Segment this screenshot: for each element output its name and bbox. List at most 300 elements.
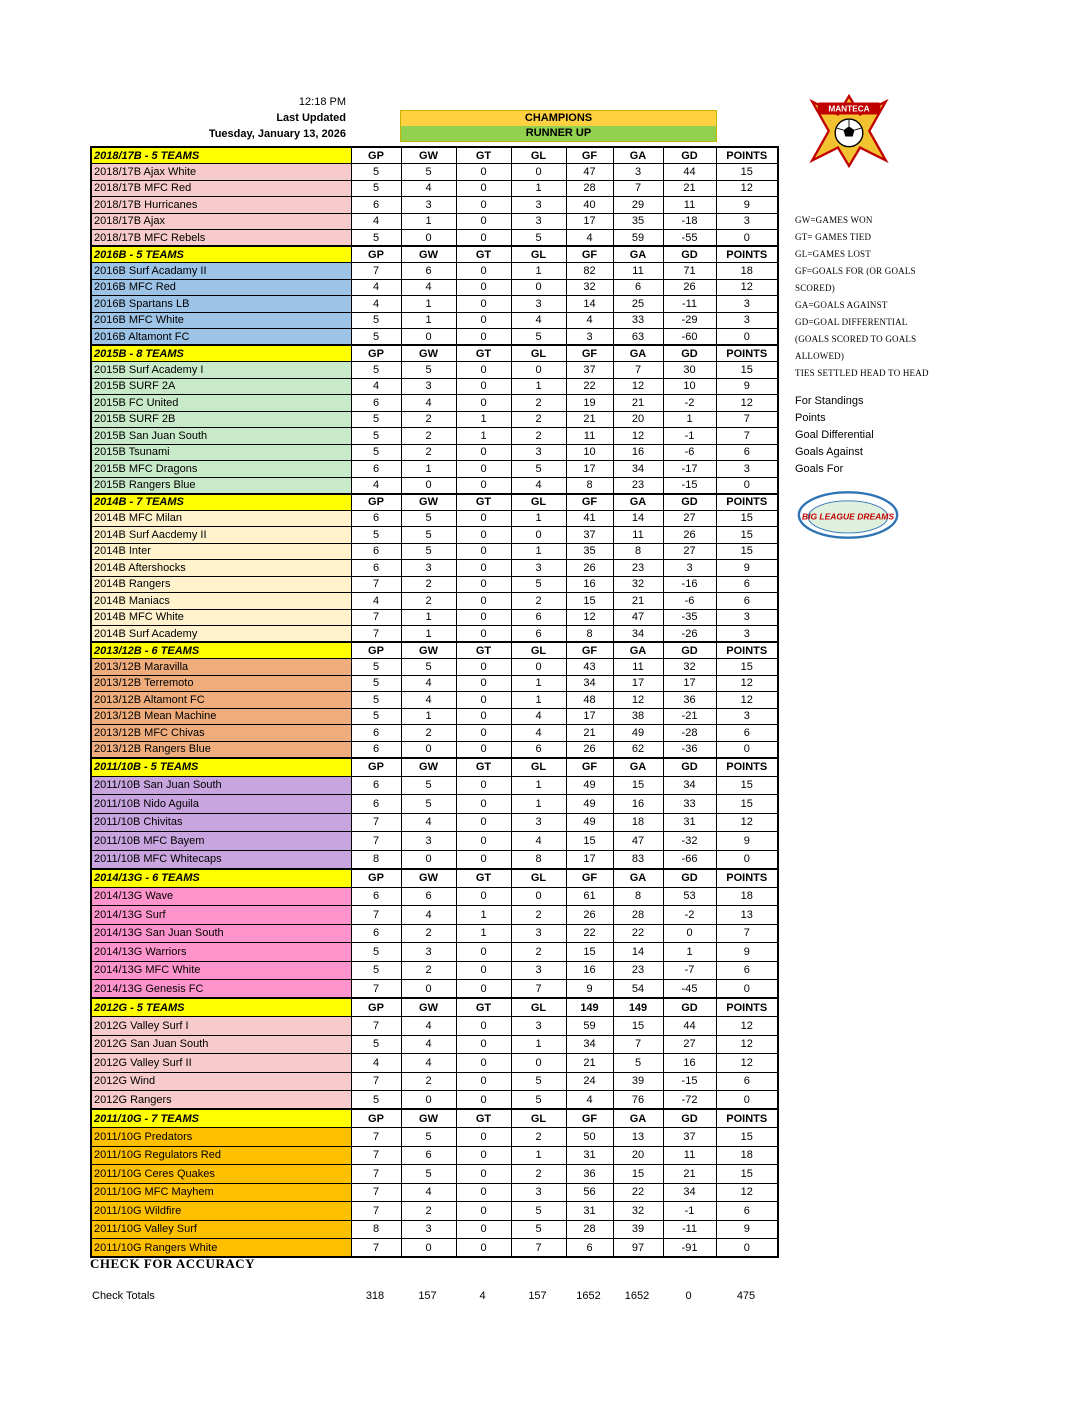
- section-header-row: [91, 1109, 778, 1128]
- stat-value: 2: [511, 943, 566, 962]
- stat-value: 5: [511, 329, 566, 346]
- team-row: [91, 906, 778, 925]
- stat-value: 2: [511, 1128, 566, 1147]
- stat-value: -72: [663, 1091, 716, 1110]
- stat-value: 1: [511, 692, 566, 709]
- section-title: 2015B - 8 TEAMS: [91, 345, 351, 362]
- stat-value: 16: [566, 961, 613, 980]
- stat-value: 8: [351, 850, 401, 869]
- team-name: 2015B MFC Dragons: [91, 461, 351, 478]
- stat-value: 1: [401, 626, 456, 643]
- team-name: 2018/17B Hurricanes: [91, 197, 351, 214]
- stat-value: 4: [401, 279, 456, 296]
- criteria-item: Points: [795, 412, 826, 424]
- stat-value: 6: [716, 725, 778, 742]
- stat-value: 5: [351, 428, 401, 445]
- team-name: 2011/10G Regulators Red: [91, 1146, 351, 1165]
- stat-value: 28: [566, 1220, 613, 1239]
- team-row: [91, 510, 778, 527]
- stat-value: 0: [456, 1091, 511, 1110]
- team-name: 2014/13G Warriors: [91, 943, 351, 962]
- team-name: 2011/10G MFC Mayhem: [91, 1183, 351, 1202]
- stat-value: 0: [456, 527, 511, 544]
- stat-value: 39: [613, 1072, 663, 1091]
- column-header: GT: [456, 345, 511, 362]
- criteria-item: Goals For: [795, 463, 844, 475]
- stat-value: 8: [511, 850, 566, 869]
- stat-value: -66: [663, 850, 716, 869]
- last-updated-time: 12:18 PM: [298, 96, 346, 108]
- stat-value: 5: [351, 659, 401, 676]
- stat-value: 4: [401, 906, 456, 925]
- stat-value: 5: [613, 1054, 663, 1073]
- stat-value: 6: [351, 461, 401, 478]
- criteria-item: Goal Differential: [795, 429, 874, 441]
- stat-value: 0: [456, 477, 511, 494]
- stat-value: 5: [401, 795, 456, 814]
- column-header: GT: [456, 758, 511, 777]
- stat-value: 6: [716, 961, 778, 980]
- team-row: [91, 1146, 778, 1165]
- team-row: [91, 659, 778, 676]
- last-updated-date: Tuesday, January 13, 2026: [208, 128, 346, 140]
- stat-value: 0: [456, 213, 511, 230]
- team-name: 2016B Surf Acadamy II: [91, 263, 351, 280]
- color-key-banner: [400, 110, 717, 142]
- stat-value: 4: [511, 477, 566, 494]
- team-name: 2011/10G Wildfire: [91, 1202, 351, 1221]
- stat-value: 5: [511, 461, 566, 478]
- stat-value: 6: [716, 1202, 778, 1221]
- stat-value: 5: [511, 1220, 566, 1239]
- stat-value: 3: [401, 560, 456, 577]
- stat-value: 5: [351, 312, 401, 329]
- stat-value: 12: [716, 1035, 778, 1054]
- section-header-row: [91, 345, 778, 362]
- stat-value: 15: [716, 795, 778, 814]
- column-header: GL: [511, 147, 566, 164]
- stat-value: 1: [511, 180, 566, 197]
- stat-value: 0: [456, 461, 511, 478]
- section-title: 2012G - 5 TEAMS: [91, 998, 351, 1017]
- stat-value: 0: [456, 395, 511, 412]
- stat-value: 48: [566, 692, 613, 709]
- team-name: 2014B Surf Academy: [91, 626, 351, 643]
- stat-value: 15: [566, 593, 613, 610]
- stat-value: 1: [456, 906, 511, 925]
- last-updated-label: Last Updated: [276, 112, 346, 124]
- stat-value: 7: [351, 906, 401, 925]
- stat-value: 0: [456, 659, 511, 676]
- stat-value: 8: [613, 543, 663, 560]
- stat-value: 7: [613, 362, 663, 379]
- team-name: 2011/10G Ceres Quakes: [91, 1165, 351, 1184]
- stat-value: 41: [566, 510, 613, 527]
- team-name: 2015B SURF 2B: [91, 411, 351, 428]
- legend-line: SCORED): [795, 283, 835, 293]
- team-row: [91, 1072, 778, 1091]
- stat-value: -28: [663, 725, 716, 742]
- column-header: 149: [566, 998, 613, 1017]
- stat-value: 5: [511, 1072, 566, 1091]
- stat-value: -15: [663, 1072, 716, 1091]
- stat-value: 31: [566, 1146, 613, 1165]
- column-header: GA: [613, 869, 663, 888]
- stat-value: 5: [401, 776, 456, 795]
- stat-value: 16: [663, 1054, 716, 1073]
- stat-value: 0: [456, 795, 511, 814]
- stat-value: 28: [566, 180, 613, 197]
- total-gt: 4: [479, 1290, 486, 1302]
- standings-table: [90, 146, 779, 1258]
- column-header: POINTS: [716, 246, 778, 263]
- runner-up-band: RUNNER UP: [401, 126, 716, 141]
- stat-value: 3: [401, 1220, 456, 1239]
- stat-value: 1: [401, 461, 456, 478]
- stat-value: 3: [511, 961, 566, 980]
- team-name: 2018/17B Ajax White: [91, 164, 351, 181]
- stat-value: 4: [511, 725, 566, 742]
- stat-value: 0: [511, 279, 566, 296]
- team-row: [91, 850, 778, 869]
- stat-value: 0: [456, 1017, 511, 1036]
- stat-value: 49: [566, 776, 613, 795]
- column-header: GW: [401, 869, 456, 888]
- team-row: [91, 980, 778, 999]
- stat-value: 0: [456, 593, 511, 610]
- stat-value: 61: [566, 887, 613, 906]
- team-name: 2012G Wind: [91, 1072, 351, 1091]
- stat-value: 0: [716, 329, 778, 346]
- stat-value: 1: [511, 510, 566, 527]
- column-header: GP: [351, 758, 401, 777]
- team-row: [91, 593, 778, 610]
- stat-value: 4: [511, 708, 566, 725]
- stat-value: 32: [663, 659, 716, 676]
- column-header: GF: [566, 494, 613, 511]
- stat-value: 8: [613, 887, 663, 906]
- total-gd: 0: [685, 1290, 692, 1302]
- stat-value: 6: [401, 1146, 456, 1165]
- stat-value: 3: [716, 296, 778, 313]
- team-row: [91, 312, 778, 329]
- stat-value: 0: [511, 362, 566, 379]
- team-row: [91, 428, 778, 445]
- team-name: 2011/10B MFC Bayem: [91, 832, 351, 851]
- stat-value: 17: [566, 213, 613, 230]
- stat-value: 34: [566, 1035, 613, 1054]
- legend-line: GD=GOAL DIFFERENTIAL: [795, 317, 908, 327]
- column-header: GP: [351, 147, 401, 164]
- team-row: [91, 362, 778, 379]
- stat-value: 12: [613, 378, 663, 395]
- stat-value: 20: [613, 1146, 663, 1165]
- stat-value: 4: [511, 832, 566, 851]
- stat-value: 9: [716, 943, 778, 962]
- team-name: 2011/10B San Juan South: [91, 776, 351, 795]
- stat-value: 3: [511, 296, 566, 313]
- column-header: GD: [663, 345, 716, 362]
- column-header: GD: [663, 147, 716, 164]
- team-name: 2015B Surf Academy I: [91, 362, 351, 379]
- stat-value: 7: [351, 576, 401, 593]
- big-league-dreams-logo: [796, 486, 900, 549]
- stat-value: 6: [351, 887, 401, 906]
- stat-value: -16: [663, 576, 716, 593]
- stat-value: 2: [401, 444, 456, 461]
- column-header: GW: [401, 758, 456, 777]
- stat-value: 6: [351, 741, 401, 758]
- section-title: 2014/13G - 6 TEAMS: [91, 869, 351, 888]
- stat-value: 5: [401, 164, 456, 181]
- team-row: [91, 609, 778, 626]
- column-header: GP: [351, 998, 401, 1017]
- team-name: 2014B Maniacs: [91, 593, 351, 610]
- stat-value: 0: [716, 477, 778, 494]
- stat-value: 7: [351, 1165, 401, 1184]
- column-header: GA: [613, 246, 663, 263]
- team-row: [91, 444, 778, 461]
- stat-value: 1: [511, 776, 566, 795]
- section-title: 2014B - 7 TEAMS: [91, 494, 351, 511]
- stat-value: -1: [663, 428, 716, 445]
- total-gl: 157: [528, 1290, 547, 1302]
- stat-value: 5: [401, 1128, 456, 1147]
- stat-value: 34: [613, 461, 663, 478]
- stat-value: 12: [716, 1183, 778, 1202]
- stat-value: 5: [401, 527, 456, 544]
- stat-value: 6: [401, 887, 456, 906]
- stat-value: 26: [566, 741, 613, 758]
- check-totals-label: Check Totals: [92, 1290, 155, 1302]
- team-name: 2014B Surf Aacdemy II: [91, 527, 351, 544]
- team-row: [91, 395, 778, 412]
- stat-value: 63: [613, 329, 663, 346]
- stat-value: 0: [456, 850, 511, 869]
- stat-value: 0: [456, 609, 511, 626]
- stat-value: 12: [716, 692, 778, 709]
- stat-value: 0: [511, 887, 566, 906]
- column-header: GA: [613, 345, 663, 362]
- stat-value: 34: [566, 675, 613, 692]
- team-row: [91, 776, 778, 795]
- team-name: 2013/12B Maravilla: [91, 659, 351, 676]
- stat-value: 0: [456, 164, 511, 181]
- stat-value: 4: [401, 813, 456, 832]
- total-gw: 157: [418, 1290, 437, 1302]
- stat-value: 23: [613, 961, 663, 980]
- stat-value: 50: [566, 1128, 613, 1147]
- stat-value: 5: [401, 543, 456, 560]
- stat-value: 30: [663, 362, 716, 379]
- stat-value: 40: [566, 197, 613, 214]
- stat-value: 2: [511, 428, 566, 445]
- stat-value: 32: [613, 1202, 663, 1221]
- stat-value: 0: [456, 675, 511, 692]
- stat-value: 7: [351, 1202, 401, 1221]
- team-name: 2012G San Juan South: [91, 1035, 351, 1054]
- column-header: GD: [663, 246, 716, 263]
- stat-value: 3: [663, 560, 716, 577]
- stat-value: 5: [401, 510, 456, 527]
- stat-value: -17: [663, 461, 716, 478]
- stat-value: 23: [613, 477, 663, 494]
- stat-value: 5: [511, 576, 566, 593]
- stat-value: 0: [401, 741, 456, 758]
- stat-value: 37: [566, 527, 613, 544]
- column-header: GP: [351, 345, 401, 362]
- stat-value: 39: [613, 1220, 663, 1239]
- stat-value: 8: [351, 1220, 401, 1239]
- stat-value: 0: [456, 626, 511, 643]
- team-name: 2016B MFC White: [91, 312, 351, 329]
- column-header: GA: [613, 1109, 663, 1128]
- stat-value: 37: [663, 1128, 716, 1147]
- column-header: 149: [613, 998, 663, 1017]
- team-name: 2013/12B Altamont FC: [91, 692, 351, 709]
- stat-value: 3: [716, 461, 778, 478]
- column-header: GL: [511, 869, 566, 888]
- team-row: [91, 887, 778, 906]
- stat-value: 21: [613, 395, 663, 412]
- section-header-row: [91, 869, 778, 888]
- stat-value: 17: [566, 461, 613, 478]
- stat-value: 10: [566, 444, 613, 461]
- stat-value: 0: [456, 813, 511, 832]
- stat-value: 20: [613, 411, 663, 428]
- stat-value: 16: [613, 795, 663, 814]
- section-title: 2016B - 5 TEAMS: [91, 246, 351, 263]
- team-row: [91, 1017, 778, 1036]
- stat-value: 82: [566, 263, 613, 280]
- stat-value: 4: [401, 1035, 456, 1054]
- stat-value: 2: [511, 906, 566, 925]
- stat-value: 5: [351, 692, 401, 709]
- team-row: [91, 961, 778, 980]
- stat-value: 0: [456, 980, 511, 999]
- stat-value: 43: [566, 659, 613, 676]
- stat-value: 0: [456, 329, 511, 346]
- stat-value: 14: [566, 296, 613, 313]
- column-header: GP: [351, 869, 401, 888]
- stat-value: 7: [351, 1146, 401, 1165]
- stat-value: 6: [716, 576, 778, 593]
- team-row: [91, 924, 778, 943]
- stat-value: 0: [456, 576, 511, 593]
- stat-value: 1: [511, 378, 566, 395]
- column-header: POINTS: [716, 758, 778, 777]
- stat-value: 0: [456, 312, 511, 329]
- stat-value: 9: [566, 980, 613, 999]
- stat-value: 12: [613, 692, 663, 709]
- stat-value: 4: [401, 1183, 456, 1202]
- stat-value: 1: [401, 609, 456, 626]
- stat-value: 6: [351, 560, 401, 577]
- stat-value: 0: [456, 708, 511, 725]
- team-name: 2015B FC United: [91, 395, 351, 412]
- team-row: [91, 1183, 778, 1202]
- standings-criteria: [795, 393, 995, 478]
- team-row: [91, 741, 778, 758]
- stat-value: 0: [456, 1072, 511, 1091]
- column-header: GP: [351, 642, 401, 659]
- stat-value: 0: [401, 1239, 456, 1258]
- stat-value: 4: [401, 675, 456, 692]
- stat-value: 12: [716, 1054, 778, 1073]
- team-name: 2012G Valley Surf II: [91, 1054, 351, 1073]
- team-name: 2011/10G Predators: [91, 1128, 351, 1147]
- stat-value: 1: [511, 543, 566, 560]
- stat-value: 7: [511, 980, 566, 999]
- column-header: GT: [456, 494, 511, 511]
- stat-value: 31: [663, 813, 716, 832]
- stat-value: -2: [663, 395, 716, 412]
- team-row: [91, 675, 778, 692]
- team-name: 2018/17B MFC Red: [91, 180, 351, 197]
- stat-value: 15: [716, 1165, 778, 1184]
- stat-value: 4: [401, 180, 456, 197]
- stat-value: 12: [566, 609, 613, 626]
- stat-value: 0: [716, 1239, 778, 1258]
- stat-value: 4: [351, 213, 401, 230]
- stat-value: 7: [716, 428, 778, 445]
- stat-value: 0: [401, 1091, 456, 1110]
- stat-value: -91: [663, 1239, 716, 1258]
- legend-line: GF=GOALS FOR (OR GOALS: [795, 266, 916, 276]
- team-name: 2013/12B Mean Machine: [91, 708, 351, 725]
- stat-value: 5: [351, 675, 401, 692]
- team-row: [91, 477, 778, 494]
- svg-text:BIG LEAGUE DREAMS: BIG LEAGUE DREAMS: [801, 511, 895, 522]
- column-header: GF: [566, 1109, 613, 1128]
- stat-value: 3: [401, 378, 456, 395]
- stat-value: 3: [511, 197, 566, 214]
- stat-value: 36: [566, 1165, 613, 1184]
- team-row: [91, 279, 778, 296]
- stat-value: 6: [351, 395, 401, 412]
- team-row: [91, 411, 778, 428]
- column-header: GF: [566, 246, 613, 263]
- stat-value: 22: [566, 378, 613, 395]
- stat-value: 26: [566, 560, 613, 577]
- column-header: GF: [566, 345, 613, 362]
- stat-value: 15: [716, 527, 778, 544]
- column-header: GL: [511, 758, 566, 777]
- stat-value: 32: [566, 279, 613, 296]
- stat-value: 4: [401, 692, 456, 709]
- stat-value: 4: [401, 1017, 456, 1036]
- team-row: [91, 1054, 778, 1073]
- team-row: [91, 725, 778, 742]
- stat-value: 18: [716, 887, 778, 906]
- team-name: 2014/13G San Juan South: [91, 924, 351, 943]
- column-header: GT: [456, 998, 511, 1017]
- stat-value: 1: [401, 213, 456, 230]
- stat-value: 0: [456, 1128, 511, 1147]
- team-row: [91, 560, 778, 577]
- stat-value: 21: [663, 1165, 716, 1184]
- champions-band: CHAMPIONS: [401, 111, 716, 126]
- stat-value: 4: [351, 296, 401, 313]
- team-row: [91, 576, 778, 593]
- stat-value: 12: [716, 180, 778, 197]
- stat-value: 3: [511, 1183, 566, 1202]
- stat-value: -6: [663, 444, 716, 461]
- stat-value: 5: [351, 1035, 401, 1054]
- stat-value: 7: [351, 1017, 401, 1036]
- stat-value: -6: [663, 593, 716, 610]
- stat-value: 3: [716, 609, 778, 626]
